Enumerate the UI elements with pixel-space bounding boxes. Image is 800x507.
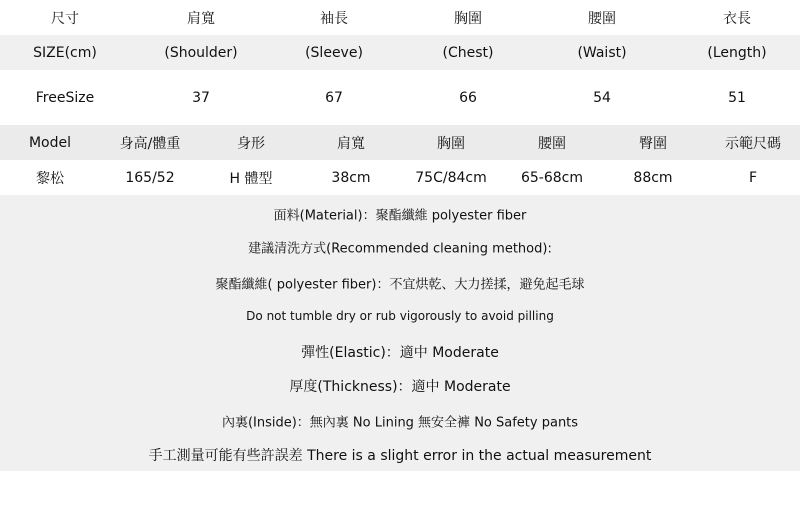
model-header: Model: [28, 134, 72, 151]
model-header: 身形: [237, 135, 265, 152]
model-header: 示範尺碼: [725, 135, 781, 152]
model-cell: 165/52: [125, 169, 175, 186]
size-header-en: SIZE(cm): [33, 44, 97, 61]
cleaning-title: 建議清洗方式(Recommended cleaning method):: [248, 241, 552, 257]
size-header-cn-row: [0, 0, 800, 35]
size-header-en: (Waist): [577, 44, 627, 61]
size-header-cn: 腰圍: [588, 10, 616, 27]
model-cell: 38cm: [331, 169, 371, 186]
size-cell: 66: [459, 89, 477, 106]
size-header-en: (Shoulder): [164, 44, 238, 61]
lining-note: 內裏(Inside)：無內裏 No Lining 無安全褲 No Safety pants: [221, 415, 579, 431]
model-header-row: [0, 125, 800, 160]
size-header-cn: 肩寬: [187, 10, 215, 27]
size-cell: 37: [192, 89, 210, 106]
elastic-note: 彈性(Elastic)：適中 Moderate: [301, 345, 499, 361]
model-cell: 黎松: [36, 170, 64, 187]
model-cell: 88cm: [633, 169, 673, 186]
model-header: 臀圍: [639, 135, 667, 152]
model-header: 胸圍: [437, 135, 465, 152]
model-cell: 75C/84cm: [415, 169, 487, 186]
size-data-row: [0, 70, 800, 125]
care-notes-panel: [0, 195, 800, 471]
size-header-en: (Chest): [442, 44, 494, 61]
model-cell: F: [748, 169, 758, 186]
size-cell: 51: [728, 89, 746, 106]
size-cell: 67: [325, 89, 343, 106]
model-header: 肩寬: [337, 135, 365, 152]
cleaning-note-en: Do not tumble dry or rub vigorously to avoid pilling: [246, 309, 554, 323]
model-data-row: [0, 160, 800, 195]
size-header-cn: 袖長: [320, 10, 348, 27]
size-header-cn: 胸圍: [454, 10, 482, 27]
model-cell: 65-68cm: [520, 169, 584, 186]
size-header-cn: 尺寸: [51, 10, 79, 27]
size-header-en: (Sleeve): [305, 44, 363, 61]
model-header: 腰圍: [538, 135, 566, 152]
material-note: 面料(Material)：聚酯纖維 polyester fiber: [273, 208, 527, 224]
model-cell: H 體型: [229, 170, 273, 187]
model-header: 身高/體重: [119, 135, 181, 152]
size-header-cn: 衣長: [723, 10, 751, 27]
cleaning-note-cn: 聚酯纖維( polyester fiber)：不宜烘乾、大力搓揉，避免起毛球: [215, 277, 585, 293]
thickness-note: 厚度(Thickness)：適中 Moderate: [289, 379, 511, 395]
size-header-en-row: [0, 35, 800, 70]
measurement-error-note: 手工測量可能有些許誤差 There is a slight error in the actual measurement: [148, 448, 652, 464]
size-header-en: (Length): [707, 44, 767, 61]
size-cell: 54: [593, 89, 611, 106]
size-cell: FreeSize: [35, 89, 95, 106]
size-chart: [0, 0, 800, 195]
